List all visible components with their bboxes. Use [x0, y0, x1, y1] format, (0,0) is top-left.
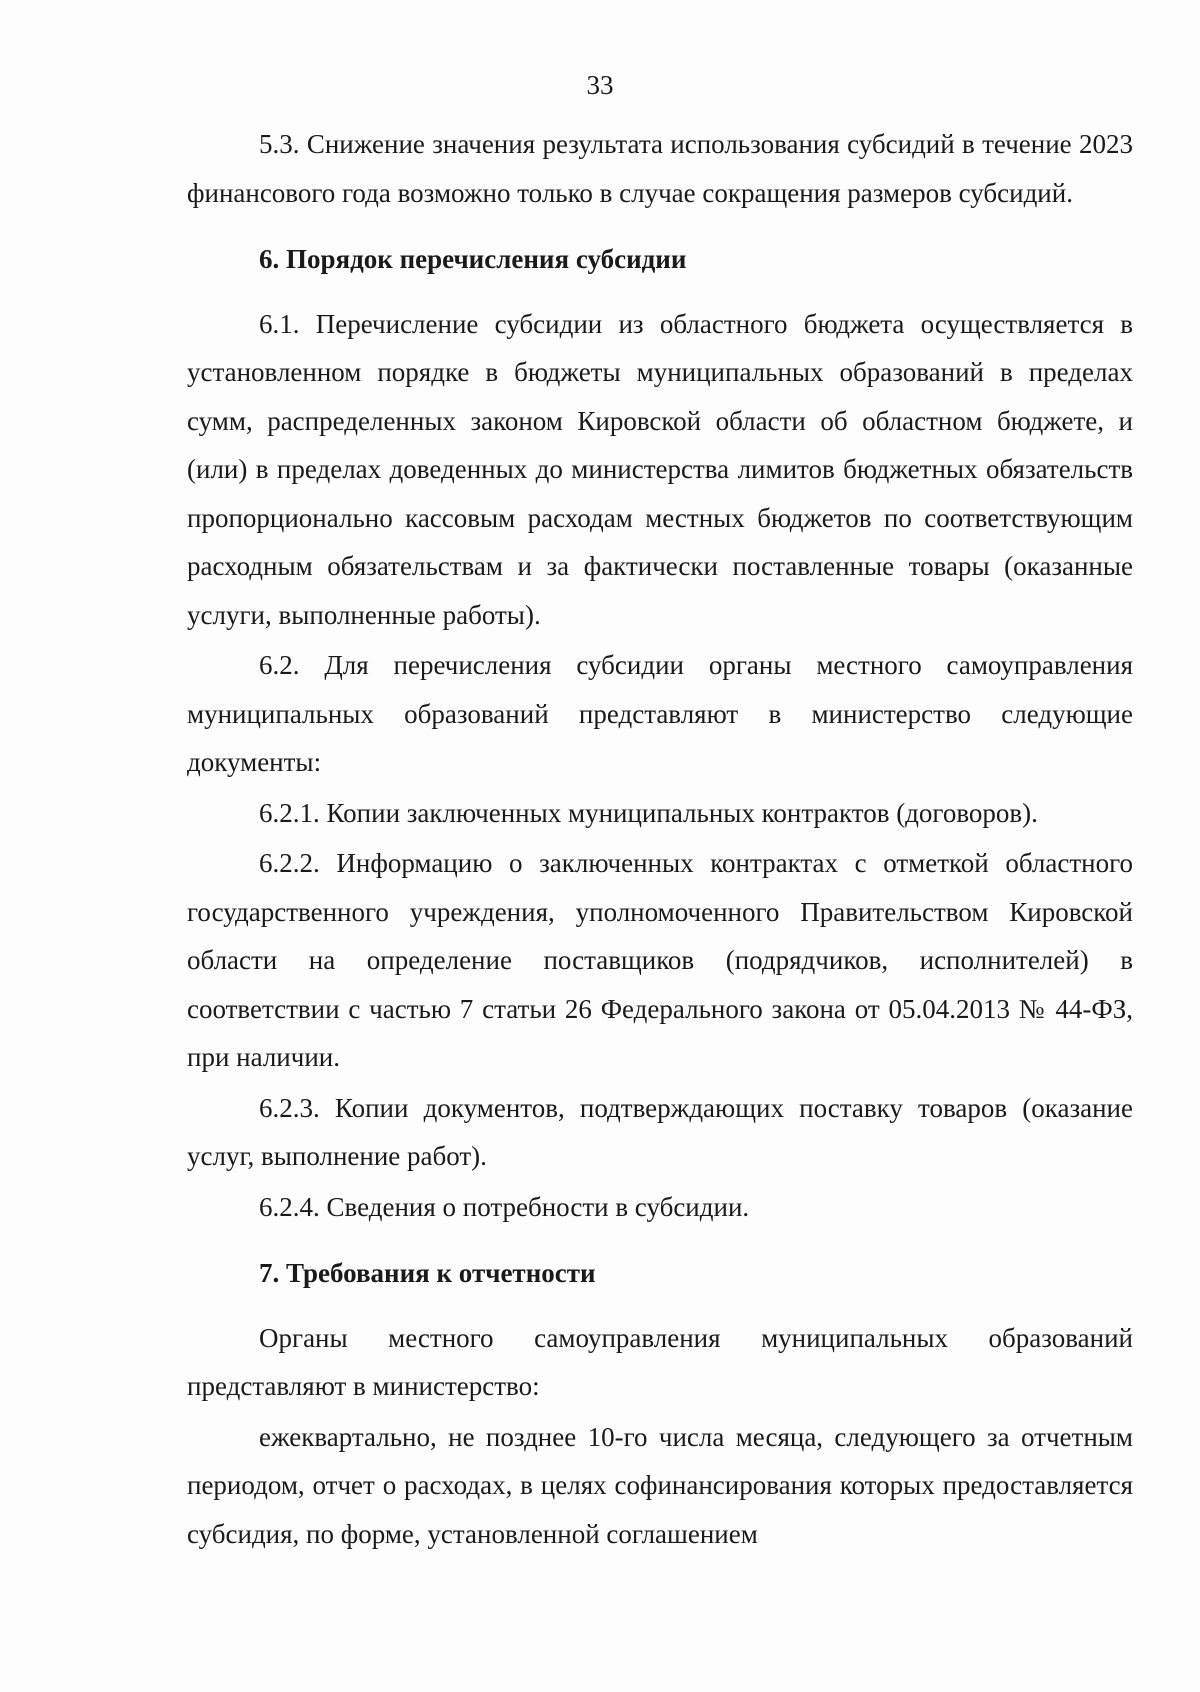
paragraph-6-1: 6.1. Перечисление субсидии из областного бюджета осуществляется в установленном порядке в бюджеты муниципальных образований в пределах сумм, распределенных законом Кировской области об областном бюджете, и (или) в пределах доведенных до министерства лимитов бюджетных обязательств пропорционально кассовым расходам местных бюджетов по соответствующим расходным обязательствам и за фактически поставленные товары (оказанные услуги, выполненные работы). [187, 308, 1133, 630]
section-heading-7: 7. Требования к отчетности [259, 1258, 596, 1288]
paragraph-6-2: 6.2. Для перечисления субсидии органы местного самоуправления муниципальных образований представляют в министерство следующие документы: [187, 650, 1133, 777]
paragraph-7-intro: Органы местного самоуправления муниципальных образований представляют в министерство: [187, 1322, 1133, 1401]
document-body [187, 120, 1133, 1558]
section-heading-6: 6. Порядок перечисления субсидии [259, 244, 687, 274]
paragraph-6-2-4: 6.2.4. Сведения о потребности в субсидии. [259, 1191, 750, 1222]
paragraph-6-2-1: 6.2.1. Копии заключенных муниципальных контрактов (договоров). [259, 797, 1038, 828]
paragraph-7-quarterly: ежеквартально, не позднее 10-го числа месяца, следующего за отчетным периодом, отчет о расходах, в целях софинансирования которых предоставляется субсидия, по форме, установленной соглашением [187, 1421, 1133, 1549]
paragraph-5-3: 5.3. Снижение значения результата использования субсидий в течение 2023 финансового года возможно только в случае сокращения размеров субсидий. [187, 129, 1133, 208]
page-number: 33 [586, 70, 614, 100]
paragraph-6-2-3: 6.2.3. Копии документов, подтверждающих поставку товаров (оказание услуг, выполнение работ). [187, 1092, 1133, 1171]
paragraph-6-2-2: 6.2.2. Информацию о заключенных контрактах с отметкой областного государственного учреждения, уполномоченного Правительством Кировской области на определение поставщиков (подрядчиков, исполнителей) в соответствии с частью 7 статьи 26 Федерального закона от 05.04.2013 № 44-ФЗ, при наличии. [187, 848, 1133, 1072]
